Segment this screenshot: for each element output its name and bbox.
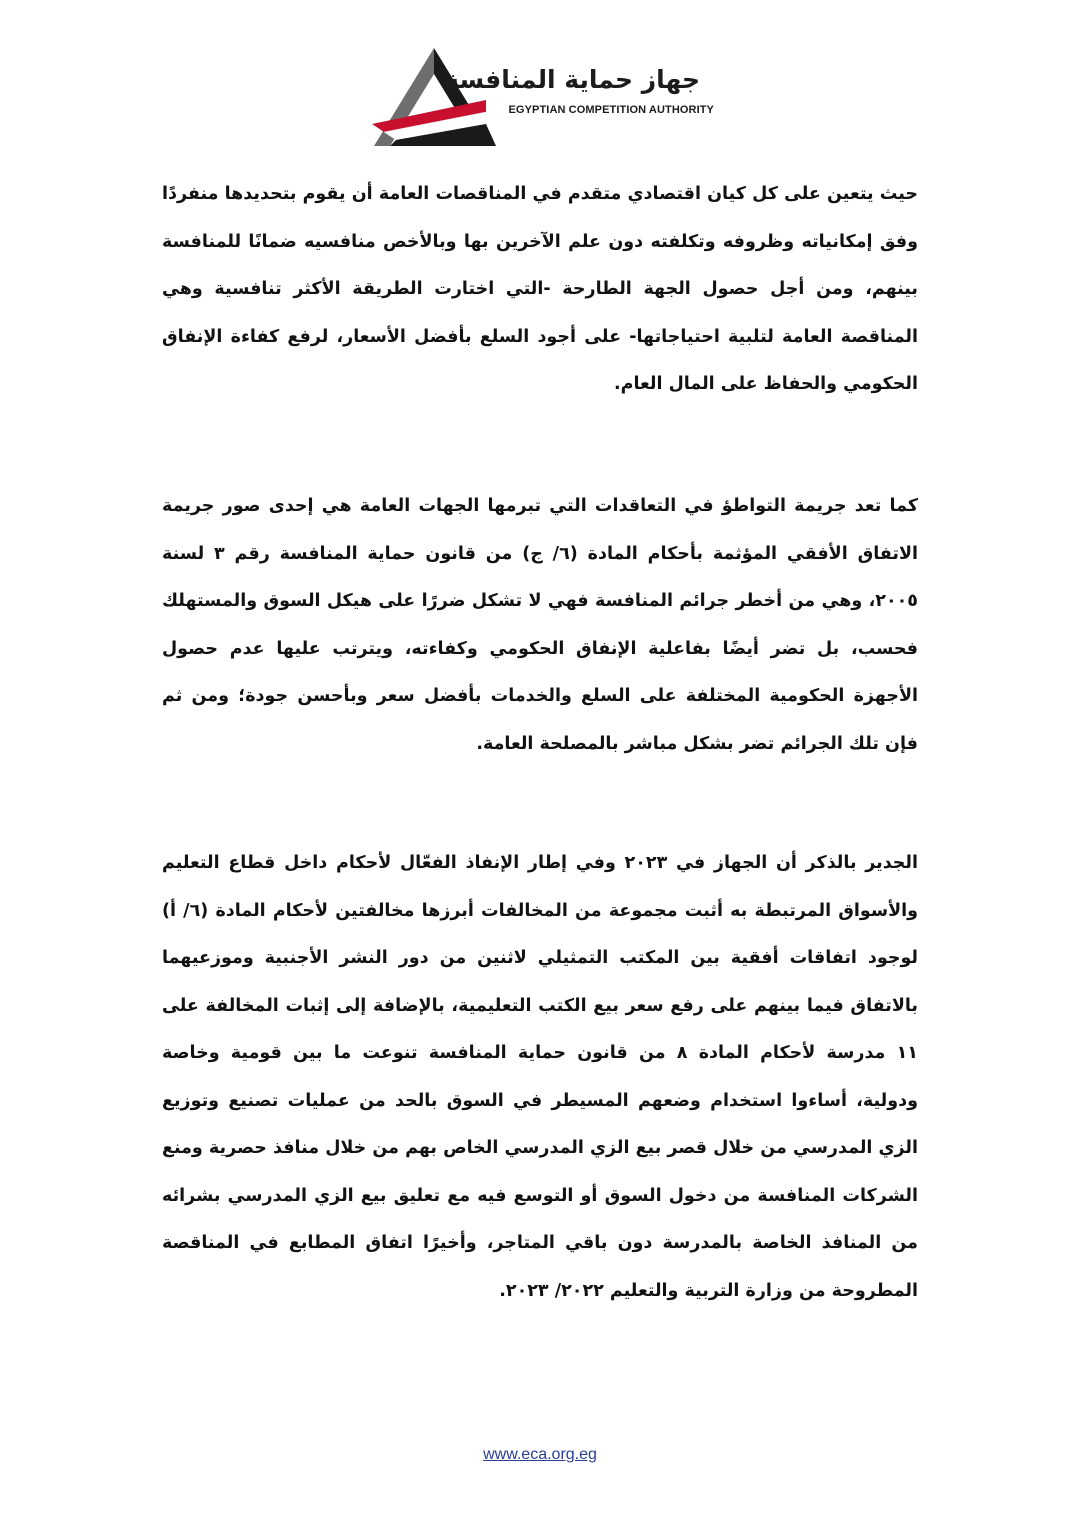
body-paragraph-1: حيث يتعين على كل كيان اقتصادي متقدم في المناقصات العامة أن يقوم بتحديدها منفردًا وفق إمكانياته وظروفه وتكلفته دون علم الآخرين بها وبالأخص منافسيه ضمانًا للمنافسة بينهم، ومن أجل حصول الجهة الطارحة -التي اختارت الطريقة الأكثر تنافسية وهي المناقصة العامة لتلبية احتياجاتها- على أجود السلع بأفضل الأسعار، لرفع كفاءة الإنفاق الحكومي والحفاظ على المال العام. (162, 184, 918, 394)
website-link[interactable]: www.eca.org.eg (483, 1446, 597, 1463)
document-header (370, 40, 730, 155)
organization-name-arabic: جهاز حماية المنافسة (444, 65, 700, 94)
eca-triangle-logo-icon (370, 40, 500, 152)
body-paragraph-3: الجدير بالذكر أن الجهاز في ٢٠٢٣ وفي إطار الإنفاذ الفعّال لأحكام داخل قطاع التعليم والأسواق المرتبطة به أثبت مجموعة من المخالفات أبرزها مخالفتين لأحكام المادة (٦/ أ) لوجود اتفاقات أفقية بين المكتب التمثيلي لاثنين من دور النشر الأجنبية وموزعيهما بالاتفاق فيما بينهم على رفع سعر بيع الكتب التعليمية، بالإضافة إلى إثبات المخالفة على ١١ مدرسة لأحكام المادة ٨ من قانون حماية المنافسة تنوعت ما بين قومية وخاصة ودولية، أساءوا استخدام وضعهم المسيطر في السوق بالحد من عمليات تصنيع وتوزيع الزي المدرسي من خلال قصر بيع الزي المدرسي الخاص بهم من خلال منافذ حصرية ومنع الشركات المنافسة من دخول السوق أو التوسع فيه مع تعليق بيع الزي المدرسي بشرائه من المنافذ الخاصة بالمدرسة دون باقي المتاجر، وأخيرًا اتفاق المطابع في المناقصة المطروحة من وزارة التربية والتعليم ٢٠٢٢/ ٢٠٢٣. (162, 853, 918, 1301)
organization-name-english: EGYPTIAN COMPETITION AUTHORITY (508, 104, 714, 116)
body-paragraph-2: كما تعد جريمة التواطؤ في التعاقدات التي تبرمها الجهات العامة هي إحدى صور جريمة الاتفاق الأفقي المؤثمة بأحكام المادة (٦/ ج) من قانون حماية المنافسة رقم ٣ لسنة ٢٠٠٥، وهي من أخطر جرائم المنافسة فهي لا تشكل ضررًا على هيكل السوق والمستهلك فحسب، بل تضر أيضًا بفاعلية الإنفاق الحكومي وكفاءته، ويترتب عليها عدم حصول الأجهزة الحكومية المختلفة على السلع والخدمات بأفضل سعر وبأحسن جودة؛ ومن ثم فإن تلك الجرائم تضر بشكل مباشر بالمصلحة العامة. (162, 496, 918, 754)
